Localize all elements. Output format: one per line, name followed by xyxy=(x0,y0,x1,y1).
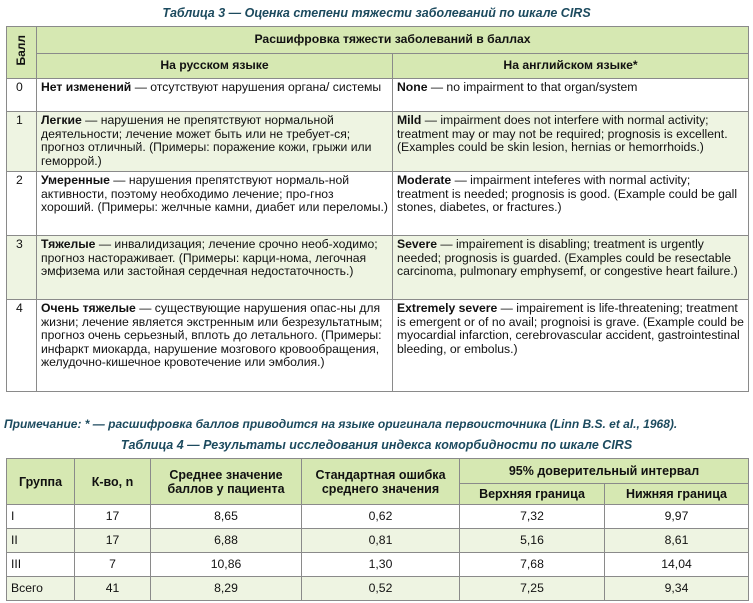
russian-cell: Тяжелые — инвалидизация; лечение срочно необ-ходимо; прогноз настораживает. (Примеры: карци-нома, легочная эмфизема или застойная сердечная недостаточность.) xyxy=(37,236,393,300)
russian-header: На русском языке xyxy=(37,54,393,79)
count-cell: 17 xyxy=(75,529,151,553)
score-cell: 1 xyxy=(7,112,37,172)
count-cell: 17 xyxy=(75,505,151,529)
score-cell: 2 xyxy=(7,172,37,236)
se-header: Стандартная ошибка среднего значения xyxy=(302,459,460,505)
count-header: К-во, n xyxy=(75,459,151,505)
upper-cell: 5,16 xyxy=(460,529,605,553)
russian-cell: Очень тяжелые — существующие нарушения опас-ны для жизни; лечение является экстренным или безрезультатным; прогноз очень серьезный, вплоть до летального. (Примеры: инфаркт миокарда, нарушение мозгового кровообращения, желудочно-кишечное кровотечение или эмболия.) xyxy=(37,300,393,392)
table3-caption: Таблица 3 — Оценка степени тяжести заболеваний по шкале CIRS xyxy=(162,6,591,20)
mean-header: Среднее значение баллов у пациента xyxy=(151,459,302,505)
mean-cell: 6,88 xyxy=(151,529,302,553)
score-header: Балл xyxy=(7,27,37,79)
se-cell: 1,30 xyxy=(302,553,460,577)
cirs-severity-table xyxy=(6,26,749,392)
mean-cell: 10,86 xyxy=(151,553,302,577)
mean-cell: 8,29 xyxy=(151,577,302,601)
table-row xyxy=(7,577,749,601)
upper-cell: 7,25 xyxy=(460,577,605,601)
english-cell: Severe — impairement is disabling; treatment is urgently needed; prognosis is guarded. (Examples could be resectable carcinoma, pulmonary emphysemf, or congestive heart failure.) xyxy=(393,236,749,300)
table-row xyxy=(7,529,749,553)
group-cell: II xyxy=(7,529,75,553)
english-cell: Extremely severe — impairement is life-threatening; treatment is emergent or of no avail; prognoisi is grave. (Example could be myocardial infarction, cerebrovascular accident, gastrointestinal bleeding, or embolus.) xyxy=(393,300,749,392)
table-row xyxy=(7,553,749,577)
table-row xyxy=(7,172,749,236)
count-cell: 7 xyxy=(75,553,151,577)
se-cell: 0,81 xyxy=(302,529,460,553)
lower-cell: 9,97 xyxy=(605,505,749,529)
lower-cell: 9,34 xyxy=(605,577,749,601)
group-header: Группа xyxy=(7,459,75,505)
group-cell: I xyxy=(7,505,75,529)
table-row xyxy=(7,505,749,529)
score-cell: 3 xyxy=(7,236,37,300)
se-cell: 0,52 xyxy=(302,577,460,601)
cirs-results-table xyxy=(6,458,749,601)
group-cell: Всего xyxy=(7,577,75,601)
ci-header: 95% доверительный интервал xyxy=(460,459,749,484)
english-cell: Moderate — impairment inteferes with normal activity; treatment is needed; prognosis is good. (Example could be gall stones, diabetes, or fractures.) xyxy=(393,172,749,236)
russian-cell: Легкие — нарушения не препятствуют нормальной деятельности; лечение может быть или не требует-ся; прогноз отличный. (Примеры: поражение кожи, грыжи или геморрой.) xyxy=(37,112,393,172)
decoding-header: Расшифровка тяжести заболеваний в баллах xyxy=(37,27,749,54)
table-row xyxy=(7,112,749,172)
upper-bound-header: Верхняя граница xyxy=(460,484,605,505)
lower-cell: 14,04 xyxy=(605,553,749,577)
upper-cell: 7,32 xyxy=(460,505,605,529)
mean-cell: 8,65 xyxy=(151,505,302,529)
group-cell: III xyxy=(7,553,75,577)
lower-cell: 8,61 xyxy=(605,529,749,553)
upper-cell: 7,68 xyxy=(460,553,605,577)
score-cell: 4 xyxy=(7,300,37,392)
table-row xyxy=(7,79,749,112)
table-row xyxy=(7,236,749,300)
se-cell: 0,62 xyxy=(302,505,460,529)
russian-cell: Нет изменений — отсутствуют нарушения органа/ системы xyxy=(37,79,393,112)
english-header: На английском языке* xyxy=(393,54,749,79)
english-cell: Mild — impairment does not interfere with normal activity; treatment may or may not be required; prognosis is excellent. (Examples could be skin lesion, hernias or hemorrhoids.) xyxy=(393,112,749,172)
score-cell: 0 xyxy=(7,79,37,112)
lower-bound-header: Нижняя граница xyxy=(605,484,749,505)
count-cell: 41 xyxy=(75,577,151,601)
table-row xyxy=(7,300,749,392)
english-cell: None — no impairment to that organ/system xyxy=(393,79,749,112)
table3-note: Примечание: * — расшифровка баллов приводится на языке оригинала первоисточника (Linn B.S. et al., 1968). xyxy=(4,417,678,431)
russian-cell: Умеренные — нарушения препятствуют нормаль-ной активности, поэтому необходимо лечение; про-гноз хороший. (Примеры: желчные камни, диабет или переломы.) xyxy=(37,172,393,236)
table4-caption: Таблица 4 — Результаты исследования индекса коморбидности по шкале CIRS xyxy=(120,438,633,452)
